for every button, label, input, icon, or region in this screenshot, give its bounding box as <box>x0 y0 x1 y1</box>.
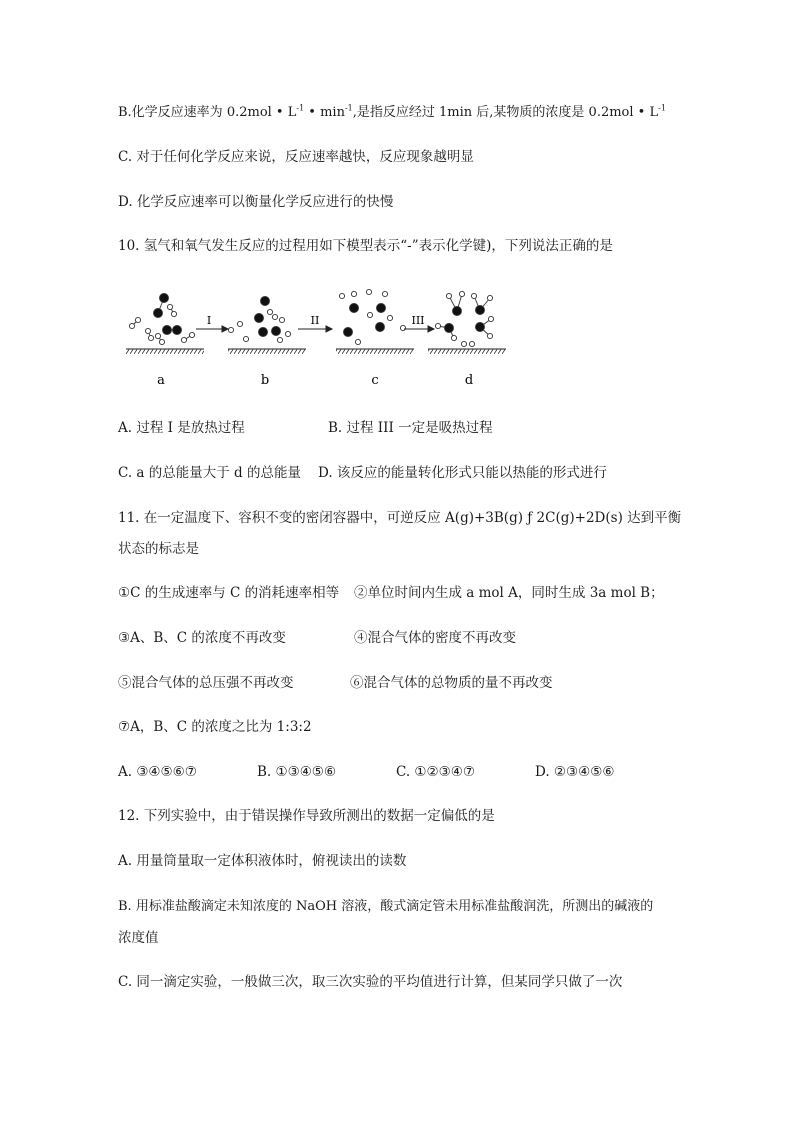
reaction-model-diagram <box>118 282 518 392</box>
q11-statement-6: ⑥混合气体的总物质的量不再改变 <box>350 675 553 691</box>
arrow-label-3: III <box>411 314 425 327</box>
q11-statements-56 <box>118 673 553 693</box>
arrow-label-2: II <box>310 314 320 327</box>
state-label-d: d <box>464 373 474 388</box>
q11-statement-4: ④混合气体的密度不再改变 <box>354 630 516 646</box>
q10-options-ab <box>118 418 493 438</box>
q10-stem: 10. 氢气和氧气发生反应的过程用如下模型表示“-”表示化学键)，下列说法正确的是 <box>118 238 613 254</box>
state-label-c: c <box>371 373 379 388</box>
q12-stem: 12. 下列实验中，由于错误操作导致所测出的数据一定偏低的是 <box>118 808 495 824</box>
q11-statement-5: ⑤混合气体的总压强不再改变 <box>118 675 294 691</box>
catalyst-surfaces <box>126 349 506 354</box>
state-d-molecules <box>435 291 493 346</box>
q9-option-d: D. 化学反应速率可以衡量化学反应进行的快慢 <box>118 194 394 210</box>
q11-statement-3: ③A、B、C 的浓度不再改变 <box>118 630 286 646</box>
q12-option-a: A. 用量筒量取一定体积液体时，俯视读出的读数 <box>118 853 407 869</box>
q10-options-cd <box>118 463 607 483</box>
q11-option-c: C. ①②③④⑦ <box>396 764 475 780</box>
q12-option-c: C. 同一滴定实验，一般做三次，取三次实验的平均值进行计算，但某同学只做了一次 <box>118 974 623 990</box>
q11-statements-12 <box>118 583 664 603</box>
q9-option-c: C. 对于任何化学反应来说，反应速率越快，反应现象越明显 <box>118 149 474 165</box>
q9-option-b: B.化学反应速率为 0.2mol • $L^{-1}$ • $\min^{-1}$,是指反应经过 1min 后,某物质的浓度是 0.2mol • $L^{-1}$ <box>118 103 666 120</box>
state-label-a: a <box>157 373 165 388</box>
q11-stem-line2: 状态的标志是 <box>118 541 199 557</box>
q10-option-d: D. 该反应的能量转化形式只能以热能的形式进行 <box>318 465 607 481</box>
q11-statements-34 <box>118 628 516 648</box>
q11-statement-7: ⑦A，B、C 的浓度之比为 1:3:2 <box>118 719 312 735</box>
q11-option-a: A. ③④⑤⑥⑦ <box>118 764 197 780</box>
q10-option-b: B. 过程 III 一定是吸热过程 <box>328 420 493 436</box>
arrow-label-1: I <box>206 314 212 327</box>
q10-option-c: C. a 的总能量大于 d 的总能量 <box>118 465 301 481</box>
q10-option-a: A. 过程 I 是放热过程 <box>118 420 245 436</box>
q11-options <box>118 762 614 782</box>
q11-option-b: B. ①③④⑤⑥ <box>257 764 337 780</box>
q12-option-b-line2: 浓度值 <box>118 930 159 946</box>
q12-option-b-line1: B. 用标准盐酸滴定未知浓度的 NaOH 溶液，酸式滴定管未用标准盐酸润洗，所测出的碱液的 <box>118 899 654 914</box>
state-a-molecules <box>129 294 194 345</box>
state-c-molecules <box>339 289 405 344</box>
q11-stem-line1: 11. 在一定温度下、容积不变的密闭容器中，可逆反应 A(g)+3B(g) ƒ 2C(g)+2D(s) 达到平衡 <box>118 510 682 526</box>
q11-statement-1: ①C 的生成速率与 C 的消耗速率相等 <box>118 585 340 601</box>
q11-option-d: D. ②③④⑤⑥ <box>535 764 615 780</box>
state-b-molecules <box>228 297 290 343</box>
q11-statement-2: ②单位时间内生成 a mol A，同时生成 3a mol B； <box>354 585 664 601</box>
state-label-b: b <box>260 373 270 388</box>
